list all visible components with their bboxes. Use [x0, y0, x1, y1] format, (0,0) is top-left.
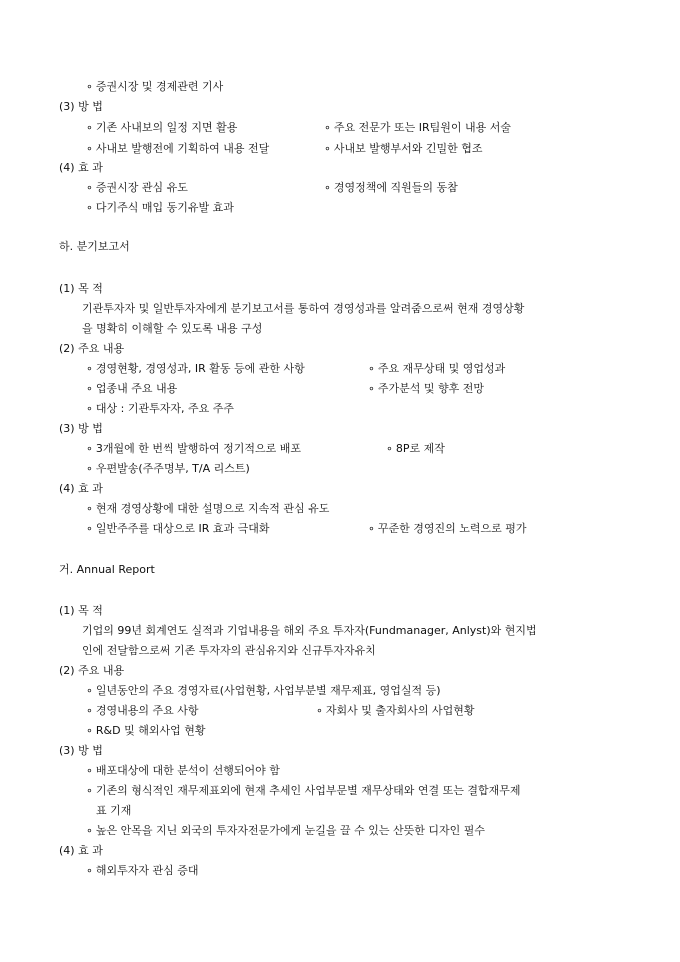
intro-effect-3: ∘ 다기주식 매입 동기유발 효과: [86, 201, 234, 215]
annual-effect-1: ∘ 해외투자자 관심 증대: [86, 864, 199, 878]
quarterly-purpose-heading: (1) 목 적: [59, 282, 103, 295]
intro-method-2: ∘ 주요 전문가 또는 IR팀원이 내용 서술: [324, 121, 511, 135]
quarterly-method-2: ∘ 8P로 제작: [386, 442, 445, 456]
quarterly-purpose-text-2: 을 명확히 이해할 수 있도록 내용 구성: [82, 322, 263, 335]
annual-method-1: ∘ 배포대상에 대한 분석이 선행되어야 함: [86, 764, 280, 778]
annual-section-title: 거. Annual Report: [59, 563, 155, 576]
quarterly-effect-3: ∘ 꾸준한 경영진의 노력으로 평가: [368, 522, 527, 536]
annual-purpose-heading: (1) 목 적: [59, 604, 103, 617]
annual-content-heading: (2) 주요 내용: [59, 664, 125, 677]
quarterly-content-4: ∘ 주가분석 및 향후 전망: [368, 382, 484, 396]
quarterly-content-2: ∘ 주요 재무상태 및 영업성과: [368, 362, 505, 376]
annual-method-heading: (3) 방 법: [59, 744, 103, 757]
annual-purpose-text-2: 인에 전달함으로써 기존 투자자의 관심유지와 신규투자자유치: [82, 644, 376, 657]
annual-effect-heading: (4) 효 과: [59, 844, 103, 857]
intro-effect-heading: (4) 효 과: [59, 161, 103, 174]
quarterly-method-1: ∘ 3개월에 한 번씩 발행하여 정기적으로 배포: [86, 442, 301, 456]
intro-effect-2: ∘ 경영정책에 직원들의 동참: [324, 181, 458, 195]
intro-method-4: ∘ 사내보 발행부서와 긴밀한 협조: [324, 142, 483, 156]
annual-method-3: ∘ 높은 안목을 지닌 외국의 투자자전문가에게 눈길을 끌 수 있는 산뜻한 디자인 필수: [86, 824, 485, 838]
quarterly-content-1: ∘ 경영현황, 경영성과, IR 활동 등에 관한 사항: [86, 362, 305, 376]
quarterly-content-heading: (2) 주요 내용: [59, 342, 125, 355]
annual-content-1: ∘ 일년동안의 주요 경영자료(사업현황, 사업부분별 재무제표, 영업실적 등): [86, 684, 441, 698]
annual-method-2-line2: 표 기재: [96, 804, 132, 817]
intro-effect-1: ∘ 증권시장 관심 유도: [86, 181, 188, 195]
quarterly-effect-2: ∘ 일반주주를 대상으로 IR 효과 극대화: [86, 522, 270, 536]
annual-content-4: ∘ R&D 및 해외사업 현황: [86, 724, 205, 738]
intro-method-heading: (3) 방 법: [59, 100, 103, 113]
annual-content-2: ∘ 경영내용의 주요 사항: [86, 704, 199, 718]
annual-purpose-text-1: 기업의 99년 회계연도 실적과 기업내용을 해외 주요 투자자(Fundmanager, Anlyst)와 현지법: [82, 624, 537, 637]
quarterly-content-3: ∘ 업종내 주요 내용: [86, 382, 177, 396]
quarterly-method-3: ∘ 우편발송(주주명부, T/A 리스트): [86, 462, 250, 476]
intro-method-3: ∘ 사내보 발행전에 기획하여 내용 전달: [86, 142, 269, 156]
quarterly-effect-heading: (4) 효 과: [59, 482, 103, 495]
intro-method-1: ∘ 기존 사내보의 일정 지면 활용: [86, 121, 237, 135]
quarterly-section-title: 하. 분기보고서: [59, 240, 130, 253]
quarterly-purpose-text-1: 기관투자자 및 일반투자자에게 분기보고서를 통하여 경영성과를 알려줌으로써 현재 경영상황: [82, 302, 525, 315]
intro-bullet-top: ∘ 증권시장 및 경제관련 기사: [86, 80, 223, 94]
annual-content-3: ∘ 자회사 및 출자회사의 사업현황: [316, 704, 475, 718]
annual-method-2-line1: ∘ 기존의 형식적인 재무제표외에 현재 추세인 사업부문별 재무상태와 연결 또는 결합재무제: [86, 784, 521, 798]
quarterly-content-5: ∘ 대상 : 기관투자자, 주요 주주: [86, 402, 234, 416]
quarterly-effect-1: ∘ 현재 경영상황에 대한 설명으로 지속적 관심 유도: [86, 502, 329, 516]
quarterly-method-heading: (3) 방 법: [59, 422, 103, 435]
